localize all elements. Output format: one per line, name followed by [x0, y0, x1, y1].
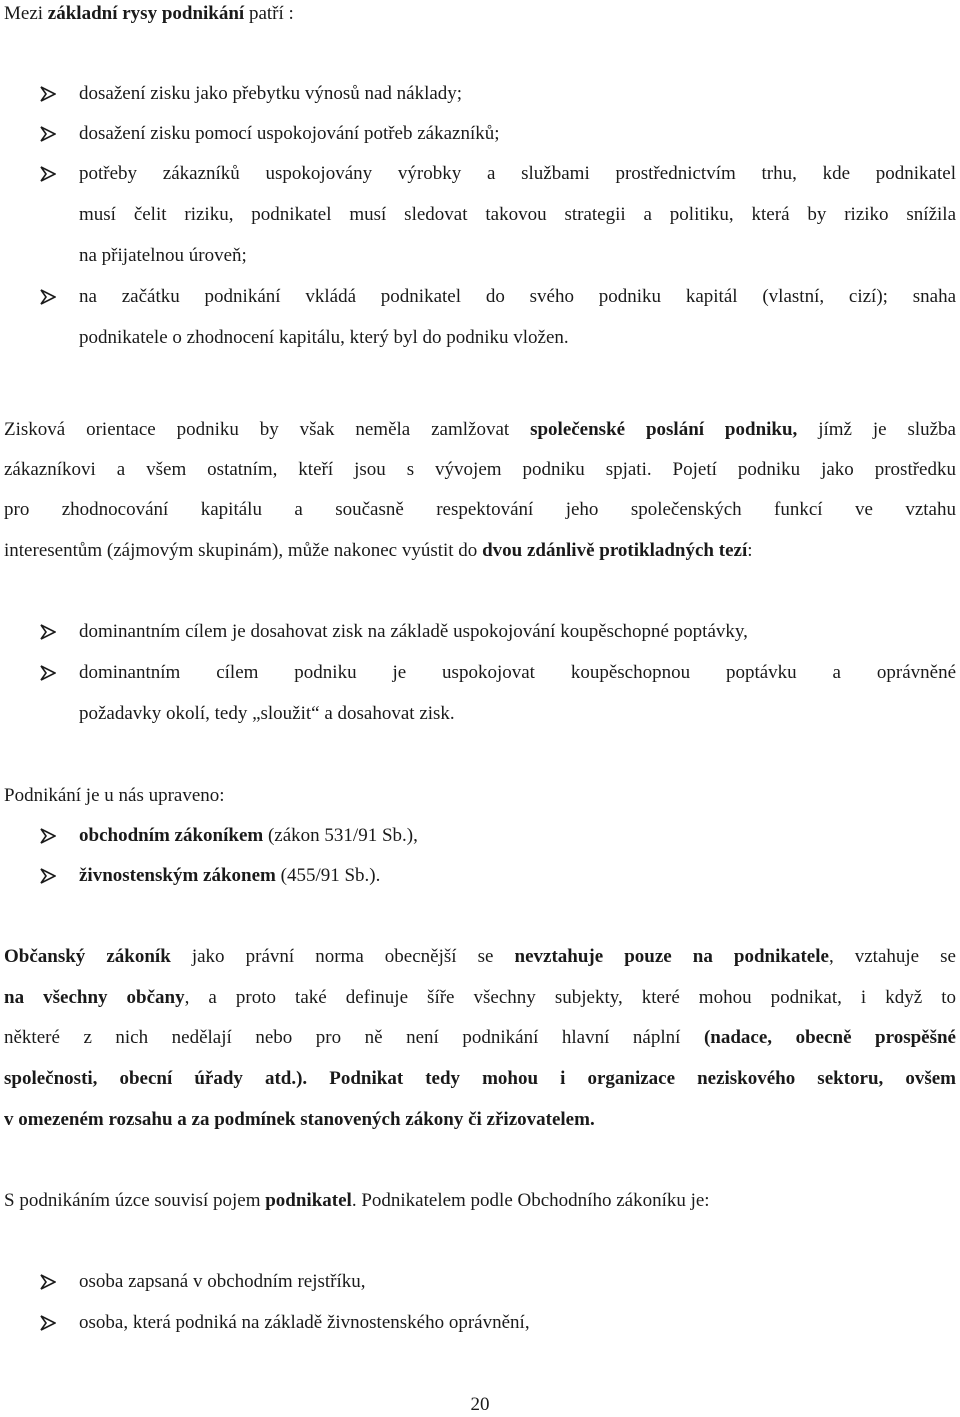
list-item-continuation: podnikatele o zhodnocení kapitálu, který byl do podniku vložen. [79, 327, 569, 348]
arrow-bullet-icon [40, 1270, 60, 1294]
text: interesentům (zájmovým skupinám), může nakonec vyústit do [4, 540, 483, 561]
bold-text: základní rysy podnikání [47, 3, 245, 24]
text: Zisková orientace podniku by však neměla zamlžovat [4, 419, 531, 440]
arrow-bullet-icon [40, 824, 60, 848]
bold-text: Občanský zákoník [4, 946, 171, 967]
bold-text: nevztahuje pouze na podnikatele [514, 946, 829, 967]
paragraph-line: Podnikání je u nás upraveno: [4, 785, 225, 806]
list-item-continuation: na přijatelnou úroveň; [79, 245, 247, 266]
arrow-bullet-icon [40, 122, 60, 146]
list-item: potřeby zákazníků uspokojovány výrobky a službami prostřednictvím trhu, kde podnikatel [79, 163, 956, 184]
paragraph-line [4, 539, 956, 563]
paragraph-line [4, 1067, 956, 1091]
arrow-bullet-icon [40, 1311, 60, 1335]
paragraph-line [4, 1026, 956, 1050]
paragraph-line: zákazníkovi a všem ostatním, kteří jsou s vývojem podniku spjati. Pojetí podniku jako prostředku [4, 459, 956, 480]
arrow-bullet-icon [40, 285, 60, 309]
bold-text: (nadace, obecně prospěšné [703, 1027, 956, 1048]
paragraph-line [4, 418, 956, 442]
arrow-bullet-icon [40, 661, 60, 685]
text: některé z nich nedělají nebo pro ně není podnikání hlavní náplní [4, 1027, 704, 1048]
list-item: na začátku podnikání vkládá podnikatel do svého podniku kapitál (vlastní, cizí); snaha [79, 286, 956, 307]
list-item-continuation: požadavky okolí, tedy „sloužit“ a dosahovat zisk. [79, 703, 455, 724]
text: S podnikáním úzce souvisí pojem [4, 1190, 266, 1211]
text: jímž je služba [797, 419, 956, 440]
list-item-continuation: musí čelit riziku, podnikatel musí sledovat takovou strategii a politiku, která by riziko snížila [79, 204, 956, 225]
arrow-bullet-icon [40, 620, 60, 644]
bold-text: na všechny občany [4, 987, 185, 1008]
text: jako právní norma obecnější se [170, 946, 515, 967]
list-item: osoba, která podniká na základě živnostenského oprávnění, [79, 1312, 530, 1333]
intro-line [4, 2, 956, 26]
list-item [79, 864, 956, 888]
bold-text: živnostenským zákonem [79, 865, 276, 886]
paragraph-line: pro zhodnocování kapitálu a současně respektování jeho společenských funkcí ve vztahu [4, 499, 956, 520]
list-item: osoba zapsaná v obchodním rejstříku, [79, 1271, 366, 1292]
text: . Podnikatelem podle Obchodního zákoníku je: [351, 1190, 710, 1211]
bold-text: podnikatel [265, 1190, 352, 1211]
list-item [79, 824, 956, 848]
bold-text: dvou zdánlivě protikladných tezí [482, 540, 748, 561]
text: , a proto také definuje šíře všechny subjekty, které mohou podnikat, i když to [184, 987, 956, 1008]
text: , vztahuje se [828, 946, 956, 967]
page-number: 20 [470, 1394, 490, 1415]
paragraph-line [4, 1108, 956, 1132]
bold-text: v omezeném rozsahu a za podmínek stanovených zákony či zřizovatelem. [4, 1109, 595, 1130]
bold-text: obchodním zákoníkem [79, 825, 264, 846]
paragraph-line [4, 945, 956, 969]
arrow-bullet-icon [40, 162, 60, 186]
bold-text: společnosti, obecní úřady atd.). [4, 1068, 308, 1089]
list-item: dosažení zisku jako přebytku výnosů nad náklady; [79, 83, 463, 104]
bold-text: společenské poslání podniku, [530, 419, 798, 440]
paragraph-line [4, 986, 956, 1010]
text: (455/91 Sb.). [275, 865, 381, 886]
text: : [747, 540, 753, 561]
text: Mezi [4, 3, 48, 24]
arrow-bullet-icon [40, 82, 60, 106]
list-item: dosažení zisku pomocí uspokojování potřeb zákazníků; [79, 123, 500, 144]
bold-text: Podnikat tedy mohou i organizace neziskového sektoru, ovšem [307, 1068, 956, 1089]
text: patří : [244, 3, 294, 24]
text: (zákon 531/91 Sb.), [263, 825, 418, 846]
list-item: dominantním cílem je dosahovat zisk na základě uspokojování koupěschopné poptávky, [79, 621, 748, 642]
list-item: dominantním cílem podniku je uspokojovat koupěschopnou poptávku a oprávněné [79, 662, 956, 683]
paragraph-line [4, 1189, 956, 1213]
arrow-bullet-icon [40, 864, 60, 888]
